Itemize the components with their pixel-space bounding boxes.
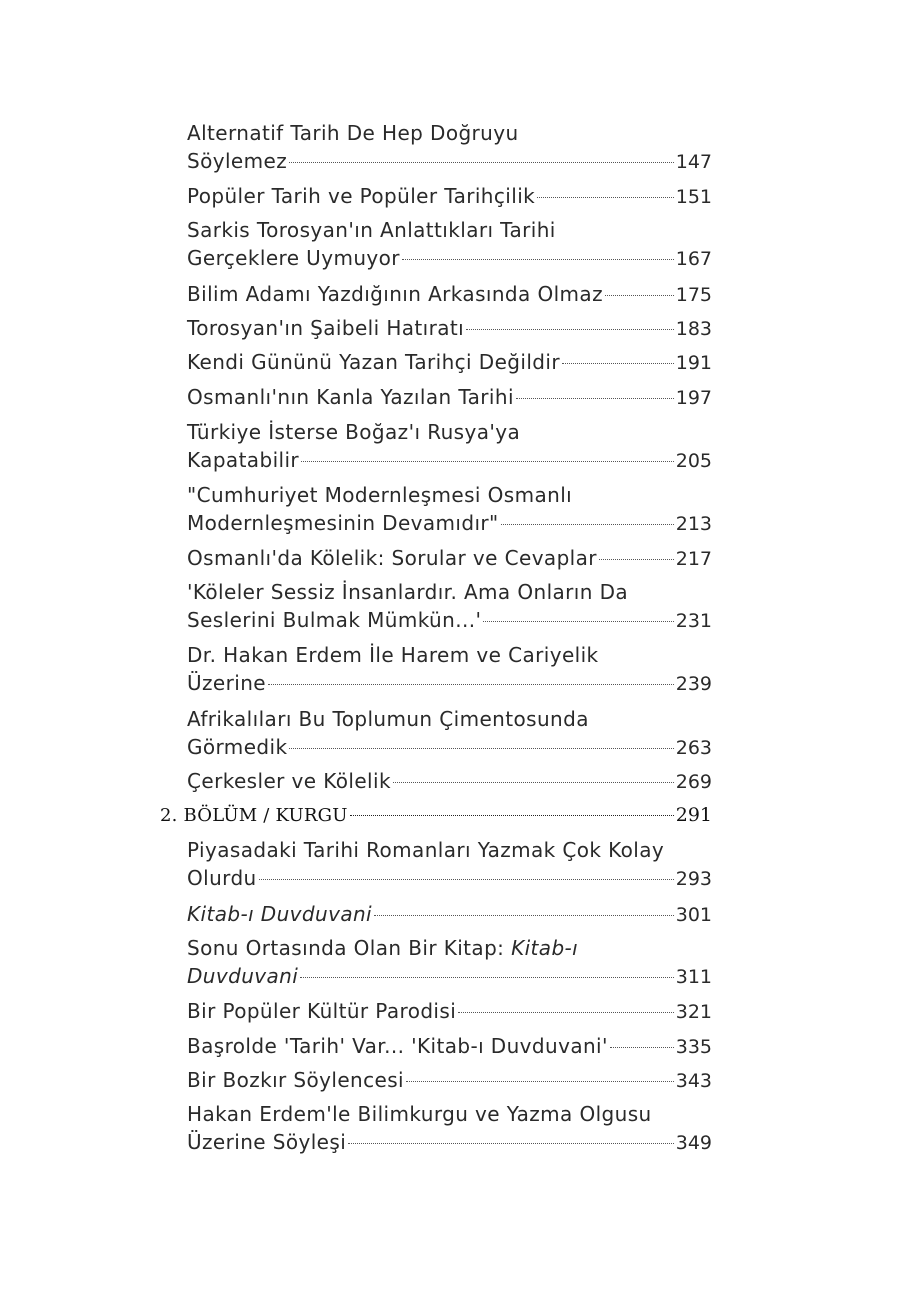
- toc-entry-title: Söylemez: [187, 149, 288, 173]
- toc-entry-title: Başrolde 'Tarih' Var... 'Kitab-ı Duvduvani': [187, 1034, 608, 1058]
- toc-page-number: 349: [675, 1132, 712, 1154]
- toc-entry-title: Duvduvani: [187, 964, 299, 988]
- dot-leader: [562, 362, 674, 364]
- toc-entry-title: Torosyan'ın Şaibeli Hatıratı: [187, 316, 465, 340]
- toc-entry: [187, 1100, 712, 1156]
- toc-entry-title-part: Sonu Ortasında Olan Bir Kitap:: [187, 936, 512, 960]
- toc-page-number: 343: [675, 1070, 712, 1092]
- toc-entry-title: Osmanlı'nın Kanla Yazılan Tarihi: [187, 385, 514, 409]
- dot-leader: [537, 196, 674, 198]
- toc-entry: [187, 481, 712, 537]
- toc-entry-title: Kapatabilir: [187, 448, 300, 472]
- toc-entry: [187, 1032, 712, 1060]
- toc-page-number: 147: [675, 151, 712, 173]
- toc-page-number: 197: [675, 387, 712, 409]
- toc-page-number: 213: [675, 513, 712, 535]
- toc-page-number: 239: [675, 673, 712, 695]
- toc-entry-title-line: [187, 934, 712, 962]
- toc-entry-title: Modernleşmesinin Devamıdır": [187, 511, 499, 535]
- toc-entry: [187, 314, 712, 342]
- dot-leader: [516, 397, 674, 399]
- toc-entry: [187, 1066, 712, 1094]
- toc-entry: [187, 280, 712, 308]
- toc-entry-title-line: Dr. Hakan Erdem İle Harem ve Cariyelik: [187, 643, 599, 667]
- dot-leader: [374, 914, 674, 916]
- dot-leader: [289, 747, 673, 749]
- toc-page-number: 231: [675, 610, 712, 632]
- dot-leader: [406, 1080, 674, 1082]
- toc-entry: [187, 934, 712, 990]
- dot-leader: [501, 523, 674, 525]
- toc-entry-title: Kendi Gününü Yazan Tarihçi Değildir: [187, 350, 560, 374]
- toc-page-number: 217: [675, 548, 712, 570]
- toc-entry: [187, 641, 712, 697]
- toc-page-number: 205: [675, 450, 712, 472]
- toc-entry: [187, 418, 712, 474]
- toc-entry: [187, 900, 712, 928]
- toc-entry-title-line: Piyasadaki Tarihi Romanları Yazmak Çok Kolay: [187, 838, 665, 862]
- toc-section-heading: [160, 801, 712, 829]
- toc-page-number: 151: [675, 186, 712, 208]
- toc-page-number: 293: [675, 868, 712, 890]
- toc-page-number: 311: [675, 966, 712, 988]
- toc-entry: [187, 544, 712, 572]
- toc-entry: [187, 182, 712, 210]
- toc-page-number: 301: [675, 904, 712, 926]
- toc-page-number: 175: [675, 284, 712, 306]
- toc-entry-title: Bilim Adamı Yazdığının Arkasında Olmaz: [187, 282, 603, 306]
- toc-entry-title-line: Hakan Erdem'le Bilimkurgu ve Yazma Olgusu: [187, 1102, 652, 1126]
- toc-entry-title: Bir Popüler Kültür Parodisi: [187, 999, 457, 1023]
- toc-entry-title-line: Sarkis Torosyan'ın Anlattıkları Tarihi: [187, 218, 556, 242]
- toc-entry: [187, 216, 712, 272]
- toc-page-number: 335: [675, 1036, 712, 1058]
- toc-page-number: 167: [675, 248, 712, 270]
- toc-entry-title: Kitab-ı Duvduvani: [187, 902, 373, 926]
- toc-entry-title: Seslerini Bulmak Mümkün...': [187, 608, 482, 632]
- toc-entry: [187, 705, 712, 761]
- dot-leader: [393, 781, 674, 783]
- toc-entry-title: Olurdu: [187, 866, 257, 890]
- dot-leader: [605, 294, 674, 296]
- toc-entry: [187, 383, 712, 411]
- toc-page-number: 183: [675, 318, 712, 340]
- toc-entry-title: Bir Bozkır Söylencesi: [187, 1068, 405, 1092]
- toc-entry-title-line: Alternatif Tarih De Hep Doğruyu: [187, 121, 519, 145]
- toc-entry-title: Görmedik: [187, 735, 288, 759]
- section-title: 2. BÖLÜM / KURGU: [160, 805, 348, 826]
- dot-leader: [350, 814, 674, 816]
- toc-entry: [187, 836, 712, 892]
- toc-entry-title-italic: Kitab-ı: [511, 936, 579, 960]
- dot-leader: [300, 976, 674, 978]
- toc-entry: [187, 119, 712, 175]
- dot-leader: [348, 1142, 674, 1144]
- dot-leader: [458, 1011, 674, 1013]
- dot-leader: [466, 328, 674, 330]
- toc-page-number: 191: [675, 352, 712, 374]
- dot-leader: [402, 258, 674, 260]
- toc-entry: [187, 578, 712, 634]
- dot-leader: [268, 683, 674, 685]
- toc-page-number: 269: [675, 771, 712, 793]
- toc-entry-title: Osmanlı'da Kölelik: Sorular ve Cevaplar: [187, 546, 597, 570]
- dot-leader: [289, 161, 674, 163]
- toc-entry: [187, 767, 712, 795]
- dot-leader: [610, 1046, 674, 1048]
- toc-entry-title-line: Türkiye İsterse Boğaz'ı Rusya'ya: [187, 420, 521, 444]
- toc-entry: [187, 348, 712, 376]
- toc-entry-title-line: 'Köleler Sessiz İnsanlardır. Ama Onların Da: [187, 580, 629, 604]
- toc-page-number: 291: [675, 804, 712, 826]
- toc-entry-title: Çerkesler ve Kölelik: [187, 769, 391, 793]
- toc-entry-title-line: Afrikalıları Bu Toplumun Çimentosunda: [187, 707, 589, 731]
- toc-entry: [187, 997, 712, 1025]
- toc-page-number: 263: [675, 737, 712, 759]
- toc-entry-title: Üzerine: [187, 671, 267, 695]
- dot-leader: [259, 878, 674, 880]
- toc-entry-title-line: "Cumhuriyet Modernleşmesi Osmanlı: [187, 483, 573, 507]
- dot-leader: [301, 460, 674, 462]
- toc-entry-title: Popüler Tarih ve Popüler Tarihçilik: [187, 184, 536, 208]
- toc-page-number: 321: [675, 1001, 712, 1023]
- toc-entry-title: Gerçeklere Uymuyor: [187, 246, 400, 270]
- toc-entry-title: Üzerine Söyleşi: [187, 1130, 347, 1154]
- dot-leader: [483, 620, 673, 622]
- dot-leader: [599, 558, 674, 560]
